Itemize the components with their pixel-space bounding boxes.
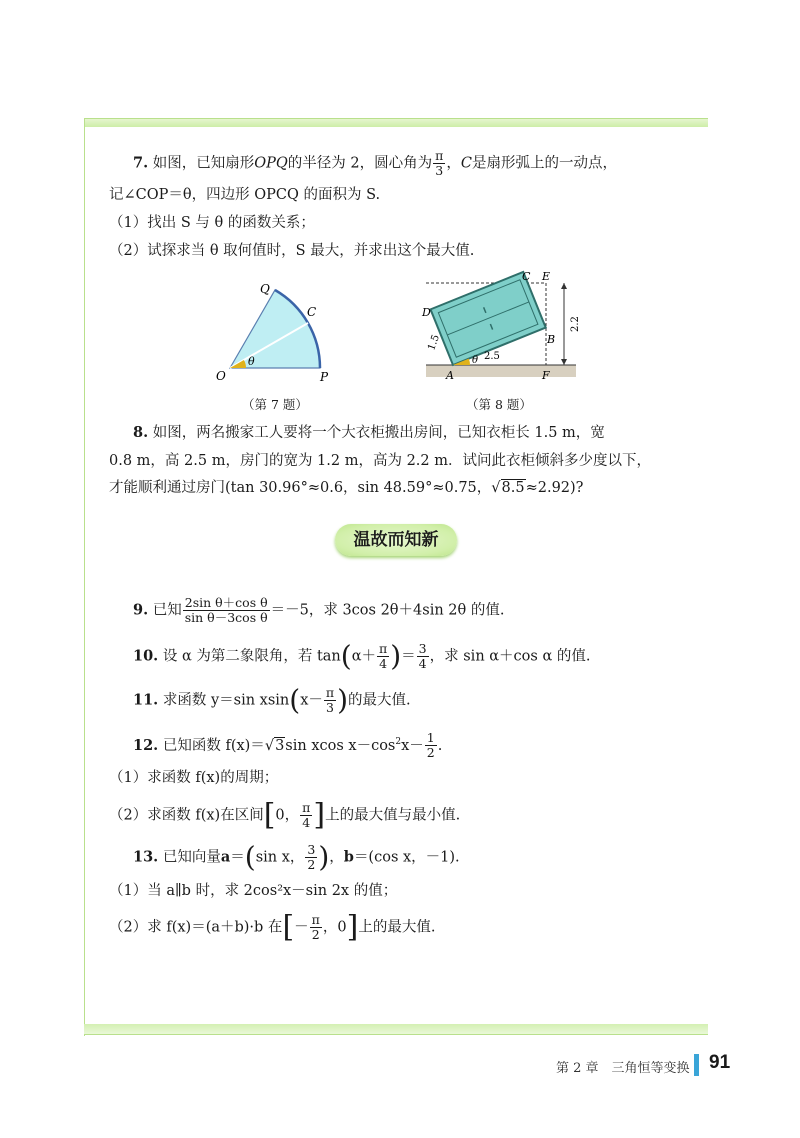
arrow-up bbox=[561, 283, 567, 289]
label-c: C bbox=[522, 270, 531, 283]
bracket-close: ] bbox=[313, 797, 326, 833]
fraction bbox=[305, 843, 317, 872]
text: 已知函数 f(x)＝ bbox=[162, 737, 265, 754]
text: sin xcos x－cos bbox=[285, 737, 396, 754]
question-12: 12. 已知函数 f(x)＝√3sin xcos $x-\cos^2x-$ $\frac{1}{2}$ . bbox=[133, 730, 443, 761]
numerator: 3 bbox=[418, 641, 427, 656]
question-number: 8. bbox=[133, 424, 149, 441]
text: 设 α 为第二象限角，若 tan bbox=[162, 648, 341, 665]
label-length-1-5: 1.5 bbox=[426, 333, 442, 353]
paren-close: ) bbox=[337, 683, 349, 717]
question-8-line-1 bbox=[133, 422, 605, 444]
label-theta: θ bbox=[472, 355, 479, 366]
numerator: π bbox=[311, 912, 320, 927]
numerator: π bbox=[302, 800, 311, 815]
sector bbox=[230, 290, 320, 368]
label-p: P bbox=[320, 370, 329, 384]
denominator: 4 bbox=[418, 656, 427, 671]
label-o: O bbox=[216, 369, 226, 383]
text: 才能顺利通过房门(tan 30.96°≈0.6，sin 48.59°≈0.75， bbox=[109, 480, 492, 496]
numerator: π bbox=[325, 685, 335, 700]
question-9 bbox=[133, 596, 504, 625]
label-e: E bbox=[542, 270, 551, 283]
fraction bbox=[183, 596, 270, 625]
fraction bbox=[377, 642, 389, 671]
figure-8-caption: （第 8 题） bbox=[466, 397, 532, 412]
text: 求函数 y＝sin xsin bbox=[162, 692, 290, 709]
superscript: 2 bbox=[395, 737, 402, 747]
label-q: Q bbox=[260, 282, 270, 296]
question-7-line-2: 记∠COP＝θ，四边形 OPCQ 的面积为 S. bbox=[109, 187, 381, 203]
fraction bbox=[425, 731, 437, 760]
text: ＝－5，求 3cos 2θ＋4sin 2θ 的值. bbox=[270, 602, 505, 619]
figure-8 bbox=[418, 268, 581, 386]
text: ， bbox=[446, 155, 461, 172]
text: 如图，两名搬家工人要将一个大衣柜搬出房间，已知衣柜长 1.5 m，宽 bbox=[152, 425, 605, 441]
text: ＝ bbox=[230, 849, 245, 866]
math: OPQ bbox=[254, 155, 288, 172]
text: 的半径为 2，圆心角为 bbox=[287, 155, 433, 172]
fraction bbox=[324, 686, 336, 715]
vector-b: b bbox=[343, 848, 354, 866]
question-7-sub-1: （1）找出 S 与 θ 的函数关系； bbox=[109, 215, 315, 231]
text: ＝(cos x，－1). bbox=[353, 849, 460, 866]
footer-divider bbox=[694, 1054, 699, 1076]
text: ， bbox=[329, 849, 344, 866]
question-13 bbox=[133, 840, 460, 874]
denominator: 2 bbox=[311, 927, 320, 942]
text: ＝ bbox=[401, 648, 416, 665]
numerator: 3 bbox=[307, 842, 316, 857]
page-number: 91 bbox=[709, 1052, 731, 1073]
denominator: 3 bbox=[435, 163, 444, 178]
denominator: 3 bbox=[326, 700, 334, 715]
question-number: 12. bbox=[133, 736, 159, 754]
text: ，0 bbox=[322, 919, 347, 936]
arrow-down bbox=[561, 359, 567, 365]
fraction bbox=[310, 913, 322, 942]
text: 上的最大值与最小值. bbox=[325, 807, 461, 824]
math: C bbox=[460, 155, 472, 172]
text: . bbox=[437, 737, 443, 754]
text: 的最大值. bbox=[348, 692, 411, 709]
fraction bbox=[417, 642, 429, 671]
text: 上的最大值. bbox=[358, 919, 436, 936]
bottom-border bbox=[84, 1024, 708, 1035]
text: x－ bbox=[300, 692, 323, 709]
top-border bbox=[84, 118, 708, 127]
text: ，求 sin α＋cos α 的值. bbox=[429, 648, 591, 665]
label-d: D bbox=[422, 306, 431, 319]
label-b: B bbox=[547, 333, 556, 346]
question-number: 10. bbox=[133, 647, 159, 665]
question-number: 13. bbox=[133, 848, 159, 866]
figure-7-caption: （第 7 题） bbox=[242, 397, 308, 412]
sqrt-radicand: 8.5 bbox=[501, 480, 525, 496]
question-12-sub-1: （1）求函数 f(x)的周期； bbox=[109, 770, 279, 786]
text: （2）求 f(x)＝(a＋b)·b 在 bbox=[109, 919, 283, 936]
question-13-sub-2 bbox=[109, 909, 436, 945]
bracket-open: [ bbox=[263, 797, 276, 833]
fraction bbox=[433, 149, 445, 178]
question-8-line-2: 0.8 m，高 2.5 m，房门的宽为 1.2 m，高为 2.2 m．试问此衣柜倾斜多少度以下， bbox=[109, 453, 651, 469]
denominator: sin θ－3cos θ bbox=[184, 610, 268, 625]
numerator: π bbox=[435, 148, 444, 163]
bracket-close: ] bbox=[346, 909, 359, 945]
label-f: F bbox=[542, 369, 550, 382]
fraction bbox=[300, 801, 312, 830]
text: α＋ bbox=[351, 648, 377, 665]
denominator: 4 bbox=[379, 656, 388, 671]
text: x－ bbox=[401, 737, 424, 754]
label-a: A bbox=[446, 369, 454, 382]
question-7-sub-2: （2）试探求当 θ 取何值时，S 最大，并求出这个最大值. bbox=[109, 243, 475, 259]
question-number: 9. bbox=[133, 601, 149, 619]
text: 已知向量 bbox=[162, 849, 221, 866]
text: sin x， bbox=[255, 849, 305, 866]
question-8-line-3: 才能顺利通过房门(tan 30.96°≈0.6，sin 48.59°≈0.75，√8.5≈2.92)? bbox=[109, 480, 584, 496]
numerator: 2sin θ＋cos θ bbox=[184, 595, 268, 610]
question-11 bbox=[133, 683, 411, 717]
numerator: 1 bbox=[426, 730, 435, 746]
section-title: 温故而知新 bbox=[335, 524, 457, 556]
bracket-open: [ bbox=[282, 909, 295, 945]
label-c: C bbox=[307, 305, 317, 319]
paren-open: ( bbox=[289, 683, 301, 717]
text: （2）求函数 f(x)在区间 bbox=[109, 807, 264, 824]
label-height-2-2: 2.2 bbox=[570, 316, 581, 332]
vector-a: a bbox=[220, 848, 231, 866]
denominator: 4 bbox=[302, 815, 311, 830]
denominator: 2 bbox=[426, 745, 435, 761]
question-10 bbox=[133, 639, 591, 673]
chapter-title: 第 2 章 三角恒等变换 bbox=[556, 1061, 690, 1076]
text: ≈2.92)? bbox=[525, 480, 584, 496]
denominator: 2 bbox=[307, 857, 316, 872]
text: － bbox=[294, 919, 309, 936]
paren-open: ( bbox=[340, 639, 352, 673]
question-number: 11. bbox=[133, 691, 159, 709]
paren-close: ) bbox=[390, 639, 402, 673]
question-12-sub-2 bbox=[109, 797, 461, 833]
figure-7 bbox=[210, 272, 340, 388]
text: 如图，已知扇形 bbox=[152, 155, 255, 172]
sqrt-radicand: 3 bbox=[275, 737, 285, 754]
label-theta: θ bbox=[248, 355, 255, 368]
numerator: π bbox=[379, 641, 388, 656]
text: 是扇形弧上的一动点， bbox=[471, 155, 617, 172]
question-number: 7. bbox=[133, 154, 149, 172]
text: 已知 bbox=[152, 602, 182, 619]
text: 0， bbox=[275, 807, 300, 824]
question-13-sub-1: （1）当 a∥b 时，求 2cos²x－sin 2x 的值； bbox=[109, 883, 398, 899]
left-border bbox=[84, 118, 85, 1036]
label-length-2-5: 2.5 bbox=[484, 351, 500, 362]
question-7-line-1 bbox=[133, 149, 617, 178]
paren-close: ) bbox=[318, 840, 330, 874]
paren-open: ( bbox=[244, 840, 256, 874]
